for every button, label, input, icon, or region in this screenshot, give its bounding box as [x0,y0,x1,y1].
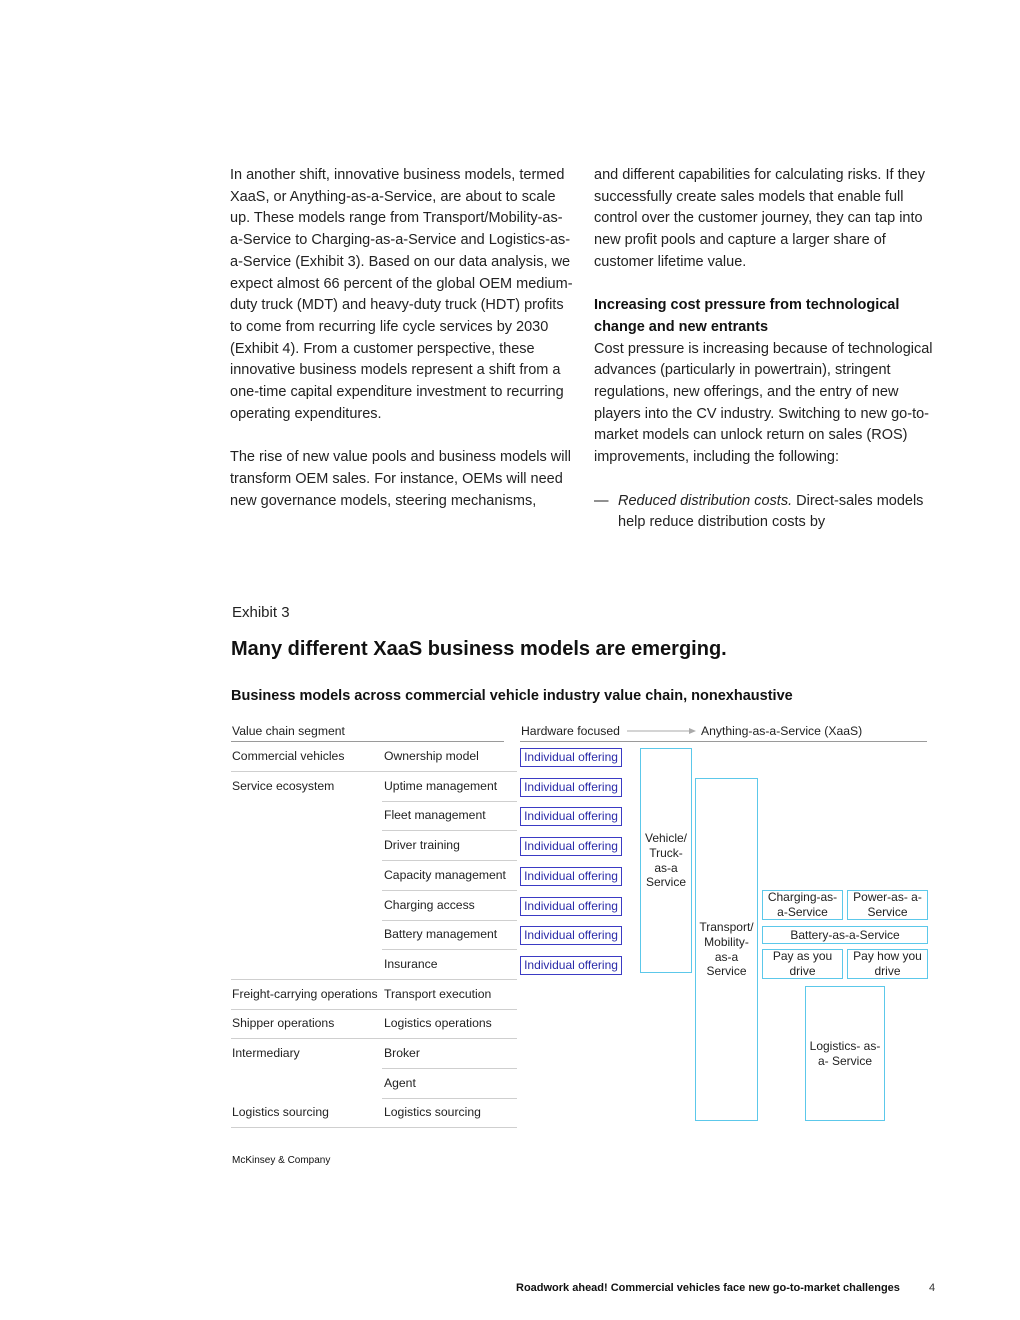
individual-offering-box: Individual offering [520,956,622,975]
table-row-model: Agent [384,1075,416,1090]
table-row-model: Driver training [384,838,460,853]
table-row-model: Fleet management [384,808,486,823]
exhibit-subtitle: Business models across commercial vehicle industry value chain, nonexhaustive [231,688,793,704]
header-rule [231,741,504,742]
row-divider [382,1098,517,1099]
body-paragraph: and different capabilities for calculating risks. If they successfully create sales models that enable full control over the customer journey, they can tap into new profit pools and capture a larger share of customer lifetime value. [594,167,925,270]
table-row-segment: Commercial vehicles [232,749,345,763]
table-row-model: Logistics operations [384,1016,492,1031]
page-number: 4 [929,1282,936,1294]
logistics-as-a-service-box: Logistics- as-a- Service [805,986,885,1121]
table-row-model: Logistics sourcing [384,1105,481,1120]
individual-offering-box: Individual offering [520,867,622,886]
pay-as-you-drive-box: Pay as you drive [762,949,843,979]
pay-how-you-drive-box: Pay how you drive [847,949,928,979]
source-note: McKinsey & Company [232,1155,331,1166]
row-divider [382,830,517,831]
individual-offering-box: Individual offering [520,778,622,797]
individual-offering-box: Individual offering [520,807,622,826]
row-divider [382,949,517,950]
table-row-segment: Logistics sourcing [232,1105,329,1120]
body-paragraph: In another shift, innovative business models, termed XaaS, or Anything-as-a-Service, are about to scale up. These models range from Transport/Mobility-as-a-Service to Charging-as-a-Service and Logistics-as-a-Service (Exhibit 3). Based on our data analysis, we expect almost 66 percent of the global OEM medium-duty truck (MDT) and heavy-duty truck (HDT) profits to come from recurring life cycle services by 2030 (Exhibit 4). From a customer perspective, these innovative business models represent a shift from a one-time capital expenditure investment to recurring operating expenditures. [230,167,573,422]
vehicle-as-a-service-box: Vehicle/ Truck- as-a Service [640,748,692,973]
xaas-column-header: Anything-as-a-Service (XaaS) [701,724,863,738]
body-paragraph: The rise of new value pools and business models will transform OEM sales. For instance, OEMs will need new governance models, steering mechanisms, [230,449,571,509]
left-text-column [230,165,575,512]
table-row-segment: Intermediary [232,1046,300,1060]
row-divider [382,801,517,802]
row-divider [231,1009,517,1010]
exhibit-title: Many different XaaS business models are emerging. [231,638,727,660]
row-divider [231,1038,517,1039]
battery-as-a-service-box: Battery-as-a-Service [762,926,928,944]
transport-as-a-service-box: Transport/ Mobility- as-a Service [695,778,758,1121]
table-row-model: Battery management [384,927,498,942]
table-row-segment: Freight-carrying operations [232,986,378,1001]
individual-offering-box: Individual offering [520,837,622,856]
table-row-model: Ownership model [384,749,479,763]
table-row-segment: Service ecosystem [232,778,335,793]
table-row-model: Insurance [384,956,438,971]
exhibit-label: Exhibit 3 [232,604,290,621]
body-paragraph: Cost pressure is increasing because of technological advances (particularly in powertrain), stringent regulations, new offerings, and the entry of new players into the CV industry. Switching to new go-to-market models can unlock return on sales (ROS) improvements, including the following: [594,340,933,466]
bullet-item [594,491,934,534]
table-row-model: Uptime management [384,778,498,793]
bullet-text: Direct-sales models help reduce distribution costs by [618,492,924,531]
table-row-model: Capacity management [384,867,506,882]
hardware-column-header: Hardware focused [521,724,620,738]
individual-offering-box: Individual offering [520,897,622,916]
individual-offering-box: Individual offering [520,748,622,767]
row-divider [382,1068,517,1069]
power-as-a-service-box: Power-as- a-Service [847,890,928,920]
footer-title: Roadwork ahead! Commercial vehicles face new go-to-market challenges [516,1282,900,1294]
row-divider [382,920,517,921]
row-divider [382,860,517,861]
table-bottom-rule [231,1127,517,1128]
header-rule [520,741,927,742]
right-text-column [594,165,934,534]
table-row-model: Charging access [384,897,475,912]
row-divider [231,979,517,980]
row-divider [231,771,517,772]
row-divider [382,890,517,891]
table-row-model: Broker [384,1046,420,1060]
table-row-segment: Shipper operations [232,1016,335,1031]
section-subheading: Increasing cost pressure from technological change and new entrants [594,297,900,335]
individual-offering-box: Individual offering [520,926,622,945]
segment-column-header: Value chain segment [232,724,345,738]
charging-as-a-service-box: Charging-as- a-Service [762,890,843,920]
arrow-right-icon [626,726,698,736]
bullet-dash: — [594,492,609,509]
table-row-model: Transport execution [384,986,492,1001]
bullet-lead: Reduced distribution costs. [618,492,793,509]
